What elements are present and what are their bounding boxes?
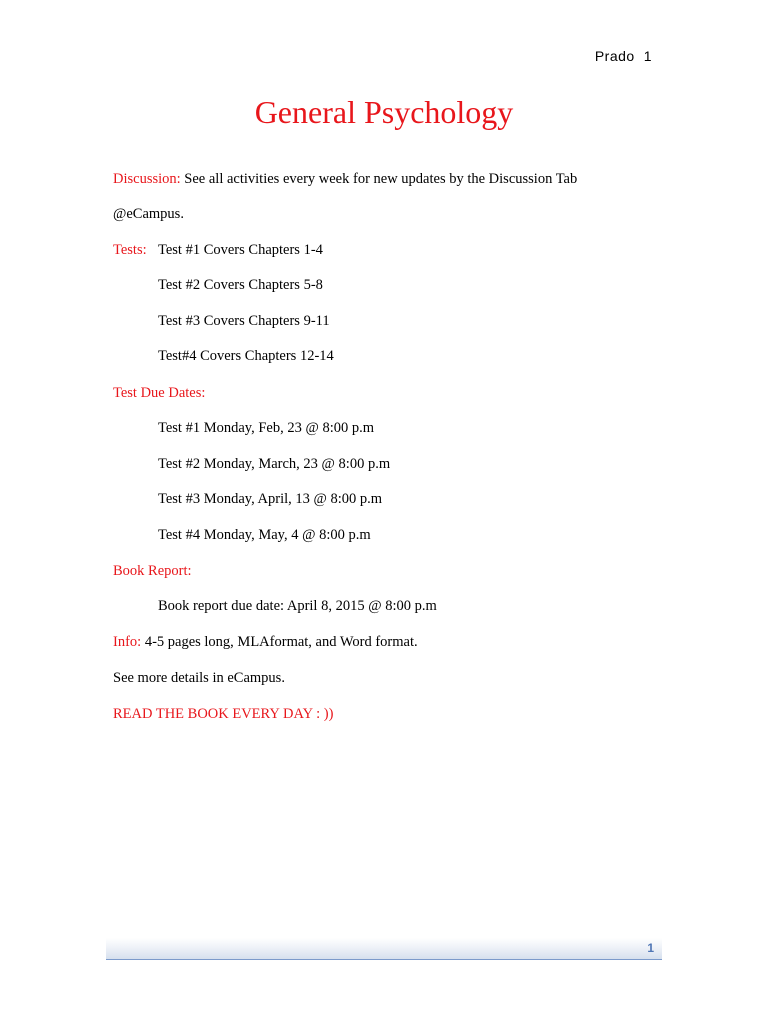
footer-page-number: 1	[647, 941, 654, 955]
test-item: Test#4 Covers Chapters 12-14	[158, 348, 334, 364]
info-label: Info:	[113, 634, 142, 650]
footer-bar	[106, 938, 662, 960]
discussion-text: See all activities every week for new updates by the Discussion Tab	[184, 171, 578, 187]
book-report-due-date: Book report due date: April 8, 2015 @ 8:00 p.m	[158, 598, 437, 614]
reminder: READ THE BOOK EVERY DAY : ))	[113, 706, 334, 722]
running-header	[595, 48, 652, 64]
tests-label: Tests:	[113, 242, 147, 258]
info-text: 4-5 pages long, MLAformat, and Word format.	[144, 634, 418, 650]
due-date-item: Test #3 Monday, April, 13 @ 8:00 p.m	[158, 491, 383, 507]
book-report-label: Book Report:	[113, 563, 192, 579]
page-title: General Psychology	[254, 94, 514, 130]
test-item: Test #3 Covers Chapters 9-11	[158, 313, 330, 329]
due-date-item: Test #1 Monday, Feb, 23 @ 8:00 p.m	[158, 420, 374, 436]
more-details: See more details in eCampus.	[113, 670, 285, 686]
info-line	[113, 634, 418, 651]
discussion-line	[113, 171, 577, 188]
due-date-item: Test #2 Monday, March, 23 @ 8:00 p.m	[158, 456, 391, 472]
header-page-number: 1	[643, 48, 652, 64]
discussion-label: Discussion:	[113, 171, 181, 187]
test-due-dates-label: Test Due Dates:	[113, 385, 206, 401]
test-item: Test #2 Covers Chapters 5-8	[158, 277, 323, 293]
test-item: Test #1 Covers Chapters 1-4	[158, 242, 323, 258]
discussion-continuation: @eCampus.	[113, 206, 184, 222]
header-author: Prado	[594, 48, 635, 64]
due-date-item: Test #4 Monday, May, 4 @ 8:00 p.m	[158, 527, 371, 543]
